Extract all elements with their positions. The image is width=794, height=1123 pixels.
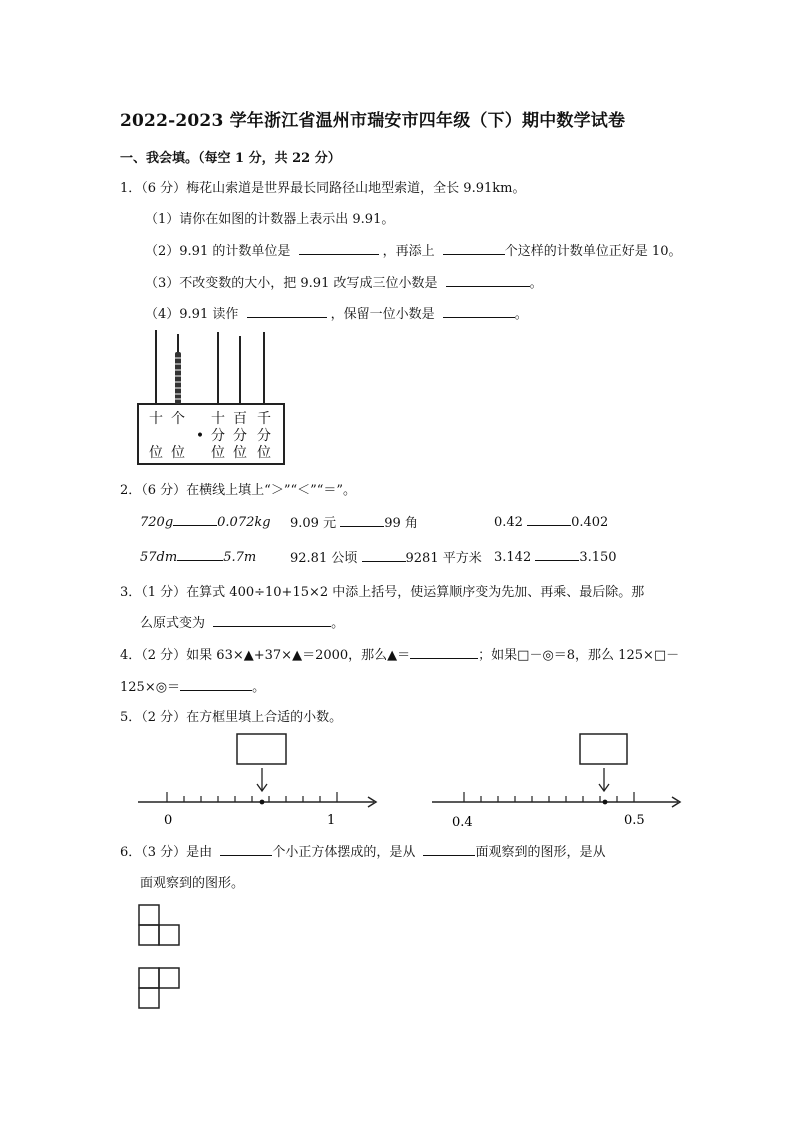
ticks	[464, 792, 634, 802]
q2-item: 3.142 3.150	[494, 547, 617, 565]
q2-item: 57dm 5.7m	[140, 547, 256, 565]
answer-blank[interactable]	[443, 304, 515, 318]
abacus-label: 位	[233, 445, 247, 461]
q1-part2	[145, 240, 681, 259]
q1-part4-text-a: （4）9.91 读作	[145, 307, 239, 322]
point-marker	[260, 800, 265, 805]
q6-line2: 面观察到的图形。	[140, 876, 245, 891]
answer-blank[interactable]	[410, 645, 478, 659]
abacus-label: 个	[171, 411, 185, 427]
abacus-label: 分	[211, 428, 225, 444]
abacus-label: 十	[211, 411, 225, 427]
q1-part4	[145, 303, 528, 322]
q1-part3-text-a: （3）不改变数的大小，把 9.91 改写成三位小数是	[145, 276, 438, 291]
q4-line2: 125×◎＝ 。	[120, 676, 265, 695]
abacus-label: 千	[257, 411, 271, 427]
q2-stem: 2．（6 分）在横线上填上“＞”“＜”“＝”。	[120, 483, 357, 498]
section-heading: 一、我会填。（每空 1 分，共 22 分）	[120, 151, 341, 166]
abacus-label: 位	[149, 445, 163, 461]
nl2-label-left: 0.4	[452, 815, 473, 830]
abacus-label: 位	[257, 445, 271, 461]
q2-item: 0.42 0.402	[494, 512, 608, 530]
q1-part2-text-b: ，再添上	[382, 244, 435, 259]
view-figure-1	[136, 902, 184, 950]
q3-line1: 3．（1 分）在算式 400÷10+15×2 中添上括号，使运算顺序变为先加、再乘、最后除。那	[120, 585, 645, 600]
abacus-figure	[134, 328, 289, 470]
q1-part2-text-c: 个这样的计数单位正好是 10。	[504, 244, 682, 259]
q1-part4-text-b: ，保留一位小数是	[330, 307, 435, 322]
answer-blank[interactable]	[527, 512, 571, 526]
answer-blank[interactable]	[535, 547, 579, 561]
abacus-beads	[175, 352, 181, 404]
answer-blank[interactable]	[443, 241, 505, 255]
abacus-label: 百	[233, 411, 247, 427]
abacus-label: 十	[149, 411, 163, 427]
abacus-label: 位	[171, 445, 185, 461]
answer-box	[580, 734, 627, 764]
view-figure-2	[136, 965, 184, 1013]
q5-stem: 5．（2 分）在方框里填上合适的小数。	[120, 710, 343, 725]
q1-part3-text-b: 。	[529, 276, 543, 291]
nl1-label-right: 1	[327, 813, 336, 828]
answer-blank[interactable]	[177, 547, 223, 561]
ticks	[167, 792, 337, 802]
page-title: 2022-2023 学年浙江省温州市瑞安市四年级（下）期中数学试卷	[120, 111, 626, 131]
number-line-1	[134, 728, 384, 832]
q1-part1: （1）请你在如图的计数器上表示出 9.91。	[145, 212, 395, 227]
q6-line1: 6．（3 分）是由 个小正方体摆成的，是从 面观察到的图形，是从	[120, 841, 606, 860]
answer-blank[interactable]	[173, 512, 217, 526]
answer-blank[interactable]	[180, 677, 252, 691]
nl1-label-left: 0	[164, 813, 173, 828]
answer-blank[interactable]	[362, 548, 406, 562]
number-line-2	[428, 728, 688, 832]
q1-part3	[145, 272, 543, 291]
answer-blank[interactable]	[247, 304, 327, 318]
abacus-decimal-point: •	[195, 428, 205, 444]
q1-stem: 1．（6 分）梅花山索道是世界最长同路径山地型索道，全长 9.91km。	[120, 181, 526, 196]
q1-part4-text-c: 。	[514, 307, 528, 322]
answer-blank[interactable]	[220, 842, 272, 856]
abacus-beads-ones	[175, 352, 181, 404]
q2-item: 92.81 公顷 9281 平方米	[290, 547, 482, 566]
answer-blank[interactable]	[340, 513, 384, 527]
abacus-label: 位	[211, 445, 225, 461]
answer-blank[interactable]	[213, 613, 331, 627]
q2-item: 9.09 元 99 角	[290, 512, 418, 531]
nl2-label-right: 0.5	[624, 813, 645, 828]
point-marker	[603, 800, 608, 805]
answer-box	[237, 734, 286, 764]
q4-line1: 4．（2 分）如果 63×▲+37×▲＝2000，那么▲＝ ；如果□－◎＝8，那么 125×□－	[120, 644, 679, 663]
answer-blank[interactable]	[423, 842, 475, 856]
abacus-label: 分	[233, 428, 247, 444]
q2-item: 720g 0.072kg	[140, 512, 271, 530]
q3-line2: 么原式变为 。	[140, 612, 344, 631]
answer-blank[interactable]	[446, 273, 530, 287]
answer-blank[interactable]	[299, 241, 379, 255]
abacus-label: 分	[257, 428, 271, 444]
q1-part2-text-a: （2）9.91 的计数单位是	[145, 244, 291, 259]
